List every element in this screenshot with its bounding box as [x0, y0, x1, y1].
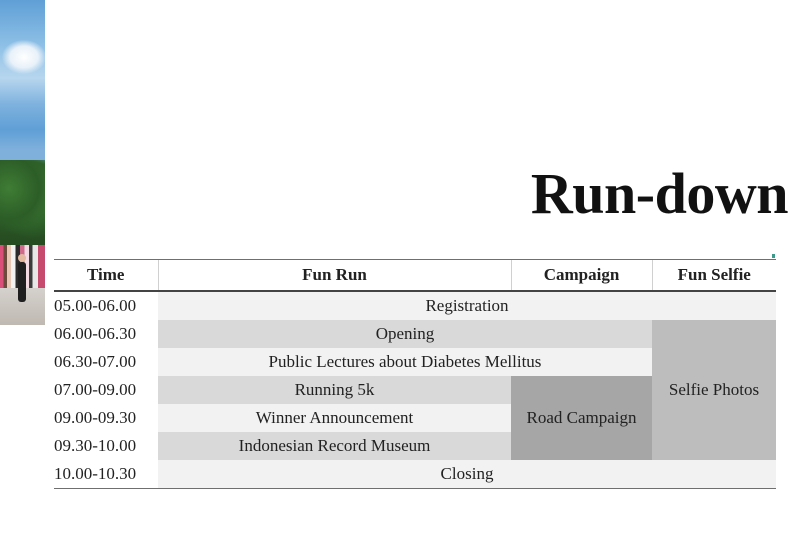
- decorative-mark: [772, 254, 775, 258]
- table-row: [54, 320, 776, 348]
- time-cell: 06.00-06.30: [54, 320, 158, 348]
- rundown-table: [54, 259, 776, 489]
- time-cell: 05.00-06.00: [54, 291, 158, 320]
- table-row: [54, 460, 776, 489]
- activity-cell: Indonesian Record Museum: [158, 432, 511, 460]
- runner-figure-head: [18, 254, 26, 262]
- activity-cell: Running 5k: [158, 376, 511, 404]
- table-header-row: [54, 260, 776, 292]
- runner-figure: [18, 262, 26, 302]
- trees: [0, 160, 45, 255]
- selfie-cell: Selfie Photos: [652, 320, 776, 460]
- time-cell: 06.30-07.00: [54, 348, 158, 376]
- slide-title: Run-down: [530, 161, 788, 226]
- activity-cell: Opening: [158, 320, 652, 348]
- campaign-cell: Road Campaign: [511, 376, 652, 460]
- event-photo-strip: [0, 0, 45, 325]
- header-fun-selfie: Fun Selfie: [652, 260, 776, 292]
- header-campaign: Campaign: [511, 260, 652, 292]
- header-time: Time: [54, 260, 158, 292]
- activity-cell: Public Lectures about Diabetes Mellitus: [158, 348, 652, 376]
- activity-cell: Registration: [158, 291, 776, 320]
- time-cell: 09.30-10.00: [54, 432, 158, 460]
- time-cell: 10.00-10.30: [54, 460, 158, 489]
- header-fun-run: Fun Run: [158, 260, 511, 292]
- activity-cell: Winner Announcement: [158, 404, 511, 432]
- time-cell: 07.00-09.00: [54, 376, 158, 404]
- activity-cell: Closing: [158, 460, 776, 489]
- cloud: [2, 40, 45, 74]
- time-cell: 09.00-09.30: [54, 404, 158, 432]
- table-row: [54, 291, 776, 320]
